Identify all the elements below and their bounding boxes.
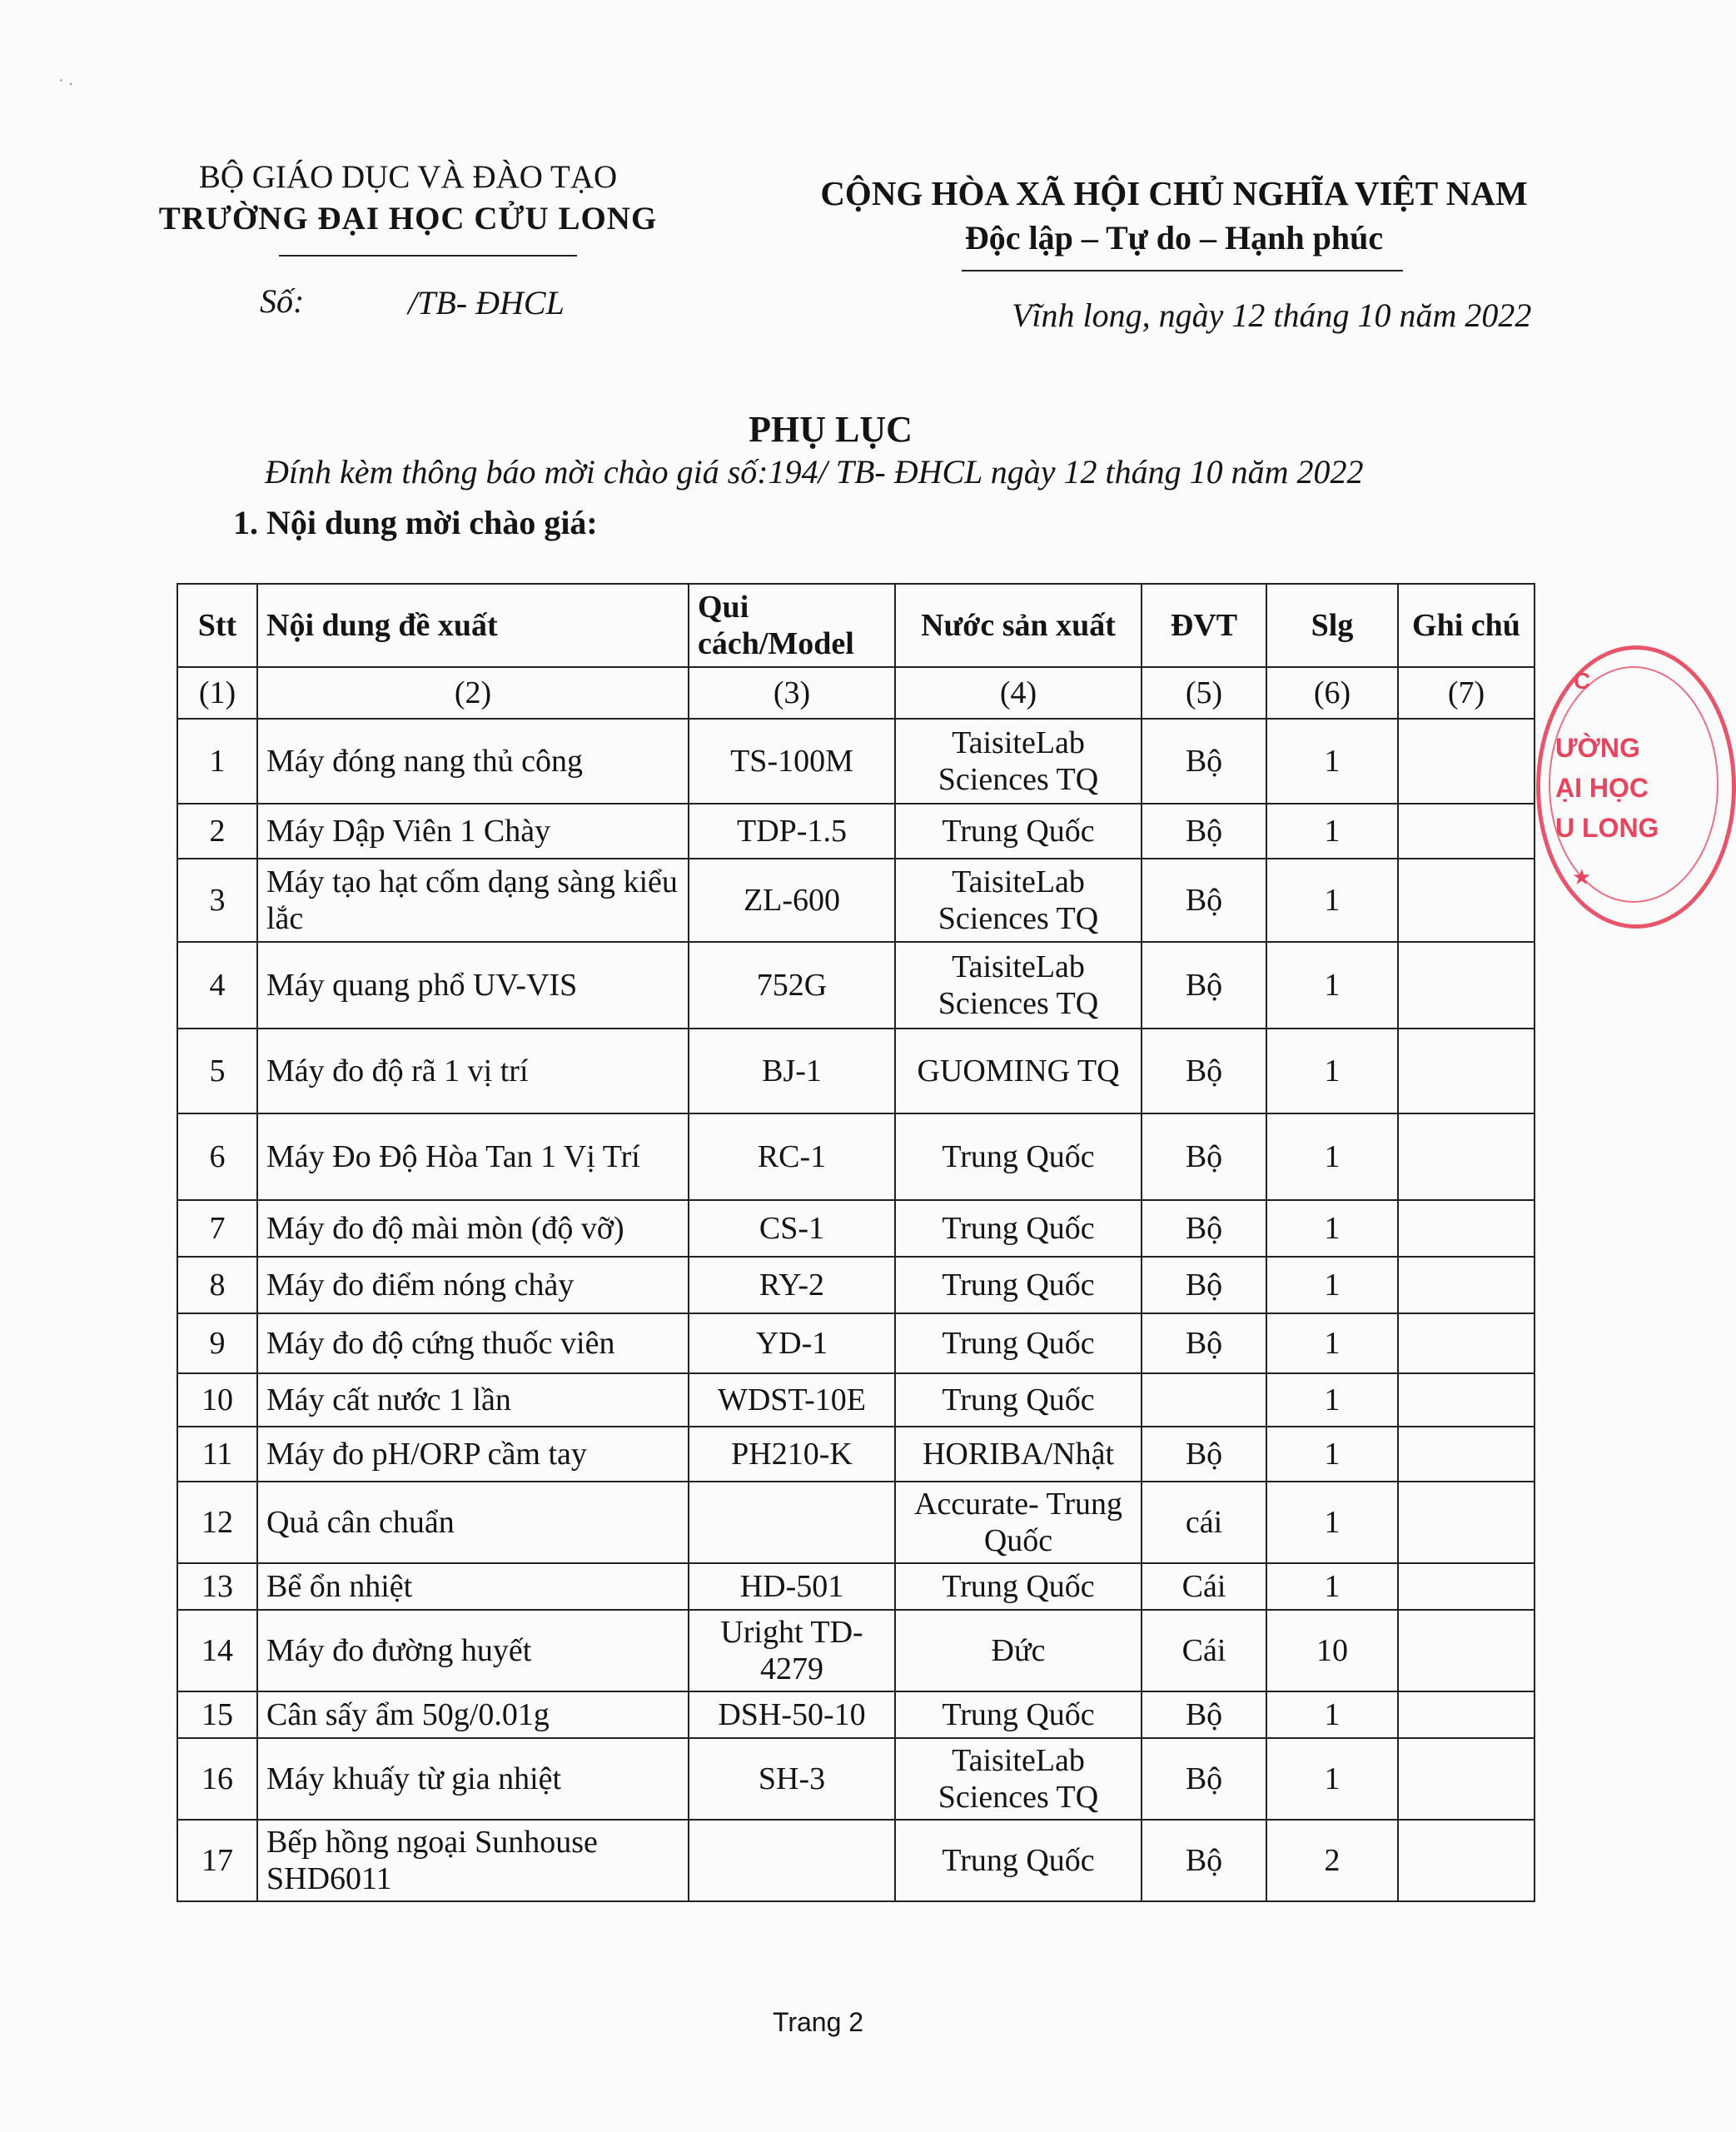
row-stt: 9 [177,1313,257,1373]
row-stt: 5 [177,1029,257,1113]
row-model: DSH-50-10 [689,1691,895,1738]
row-origin: Trung Quốc [895,1691,1142,1738]
appendix-subtitle: Đính kèm thông báo mời chào giá số:194/ TB- ĐHCL ngày 12 tháng 10 năm 2022 [265,453,1364,491]
row-model: RC-1 [689,1113,895,1200]
row-note [1398,859,1535,942]
header-left-rule [279,255,577,257]
row-model: TDP-1.5 [689,804,895,859]
table-row [177,1563,1535,1610]
row-unit: Bộ [1142,1427,1266,1482]
row-qty: 1 [1266,1029,1398,1113]
column-number: (2) [257,667,689,719]
column-number: (4) [895,667,1142,719]
row-origin: Trung Quốc [895,1257,1142,1313]
country-name: CỘNG HÒA XÃ HỘI CHỦ NGHĨA VIỆT NAM [820,174,1528,212]
table-row [177,1113,1535,1200]
row-qty: 1 [1266,1113,1398,1200]
row-origin: TaisiteLab Sciences TQ [895,1738,1142,1820]
row-qty: 1 [1266,1313,1398,1373]
row-model: PH210-K [689,1427,895,1482]
row-qty: 1 [1266,1200,1398,1257]
row-stt: 13 [177,1563,257,1610]
university-name: TRƯỜNG ĐẠI HỌC CỬU LONG [158,201,658,237]
scan-speck: · . [58,71,73,89]
row-origin: HORIBA/Nhật [895,1427,1142,1482]
appendix-title: PHỤ LỤC [749,409,913,450]
table-row [177,719,1535,804]
header-qty: Slg [1266,584,1398,667]
row-note [1398,1563,1535,1610]
document-date: Vĩnh long, ngày 12 tháng 10 năm 2022 [1012,296,1532,334]
table-row [177,859,1535,942]
document-number-label: Số: [260,282,305,320]
row-unit: Bộ [1142,1200,1266,1257]
row-model [689,1482,895,1563]
row-model: SH-3 [689,1738,895,1820]
row-unit: Bộ [1142,1029,1266,1113]
row-note [1398,804,1535,859]
column-number: (5) [1142,667,1266,719]
row-unit: Bộ [1142,859,1266,942]
row-stt: 17 [177,1820,257,1901]
row-note [1398,942,1535,1029]
header-stt: Stt [177,584,257,667]
row-qty: 10 [1266,1610,1398,1691]
row-qty: 1 [1266,859,1398,942]
row-content: Máy Đo Độ Hòa Tan 1 Vị Trí [257,1113,689,1200]
table-row [177,1373,1535,1427]
column-number: (3) [689,667,895,719]
row-qty: 1 [1266,719,1398,804]
row-note [1398,1738,1535,1820]
row-note [1398,1200,1535,1257]
row-note [1398,719,1535,804]
row-model: RY-2 [689,1257,895,1313]
row-content: Bếp hồng ngoại Sunhouse SHD6011 [257,1820,689,1901]
row-unit [1142,1373,1266,1427]
row-content: Máy quang phổ UV-VIS [257,942,689,1029]
row-origin: Trung Quốc [895,804,1142,859]
row-origin: TaisiteLab Sciences TQ [895,942,1142,1029]
quotation-table [177,583,1535,1902]
page-number: Trang 2 [772,2007,864,2037]
row-unit: Bộ [1142,1820,1266,1901]
table-row [177,1029,1535,1113]
row-stt: 15 [177,1691,257,1738]
row-unit: Cái [1142,1563,1266,1610]
row-origin: Đức [895,1610,1142,1691]
column-number-row [177,667,1535,719]
row-origin: Trung Quốc [895,1820,1142,1901]
row-note [1398,1113,1535,1200]
row-note [1398,1257,1535,1313]
row-content: Máy đo độ rã 1 vị trí [257,1029,689,1113]
document-number-code: /TB- ĐHCL [408,284,565,321]
row-content: Máy đo độ mài mòn (độ vỡ) [257,1200,689,1257]
seal-text: ẠI HỌC [1555,773,1649,803]
row-origin: TaisiteLab Sciences TQ [895,719,1142,804]
header-left [117,157,699,240]
row-content: Máy đo đường huyết [257,1610,689,1691]
row-model [689,1820,895,1901]
row-content: Máy cất nước 1 lần [257,1373,689,1427]
table-row [177,1427,1535,1482]
row-unit: Bộ [1142,1313,1266,1373]
row-stt: 10 [177,1373,257,1427]
row-content: Máy đo pH/ORP cầm tay [257,1427,689,1482]
header-right [774,171,1574,261]
row-stt: 1 [177,719,257,804]
row-model: CS-1 [689,1200,895,1257]
row-origin: Trung Quốc [895,1200,1142,1257]
table-header-row [177,584,1535,667]
row-note [1398,1313,1535,1373]
table-row [177,1610,1535,1691]
seal-star-icon: ★ [1572,864,1592,889]
official-seal-stamp [1536,645,1736,929]
row-model: 752G [689,942,895,1029]
row-stt: 16 [177,1738,257,1820]
row-content: Cân sấy ẩm 50g/0.01g [257,1691,689,1738]
table-body [177,719,1535,1901]
row-model: YD-1 [689,1313,895,1373]
table-row [177,1820,1535,1901]
header-content: Nội dung đề xuất [257,584,689,667]
row-note [1398,1691,1535,1738]
row-unit: Bộ [1142,1257,1266,1313]
row-origin: Trung Quốc [895,1113,1142,1200]
table-row [177,1313,1535,1373]
header-origin: Nước sản xuất [895,584,1142,667]
table-row [177,1200,1535,1257]
row-unit: Bộ [1142,1691,1266,1738]
row-content: Máy tạo hạt cốm dạng sàng kiểu lắc [257,859,689,942]
header-unit: ĐVT [1142,584,1266,667]
row-origin: Trung Quốc [895,1563,1142,1610]
row-model: HD-501 [689,1563,895,1610]
row-qty: 2 [1266,1820,1398,1901]
row-stt: 8 [177,1257,257,1313]
seal-text: C [1574,668,1591,694]
row-origin: GUOMING TQ [895,1029,1142,1113]
row-stt: 4 [177,942,257,1029]
column-number: (1) [177,667,257,719]
seal-text: U LONG [1555,813,1659,843]
row-qty: 1 [1266,1427,1398,1482]
ministry-name: BỘ GIÁO DỤC VÀ ĐÀO TẠO [198,159,618,195]
row-content: Quả cân chuẩn [257,1482,689,1563]
table-row [177,804,1535,859]
row-note [1398,1373,1535,1427]
row-content: Máy Dập Viên 1 Chày [257,804,689,859]
row-unit: Bộ [1142,804,1266,859]
row-qty: 1 [1266,1738,1398,1820]
row-stt: 7 [177,1200,257,1257]
row-model: Uright TD-4279 [689,1610,895,1691]
section-heading: 1. Nội dung mời chào giá: [233,504,598,541]
row-origin: Trung Quốc [895,1313,1142,1373]
row-origin: TaisiteLab Sciences TQ [895,859,1142,942]
row-content: Máy khuấy từ gia nhiệt [257,1738,689,1820]
column-number: (6) [1266,667,1398,719]
row-unit: Bộ [1142,719,1266,804]
row-stt: 11 [177,1427,257,1482]
table-row [177,1738,1535,1820]
header-note: Ghi chú [1398,584,1535,667]
row-origin: Accurate- Trung Quốc [895,1482,1142,1563]
row-content: Máy đóng nang thủ công [257,719,689,804]
row-unit: cái [1142,1482,1266,1563]
row-note [1398,1427,1535,1482]
header-right-rule [962,270,1403,271]
row-qty: 1 [1266,1482,1398,1563]
row-qty: 1 [1266,1257,1398,1313]
row-stt: 3 [177,859,257,942]
seal-text: ƯỜNG [1555,733,1640,763]
row-qty: 1 [1266,1691,1398,1738]
row-model: BJ-1 [689,1029,895,1113]
row-content: Máy đo độ cứng thuốc viên [257,1313,689,1373]
row-content: Bể ổn nhiệt [257,1563,689,1610]
row-qty: 1 [1266,942,1398,1029]
column-number: (7) [1398,667,1535,719]
row-model: TS-100M [689,719,895,804]
table-row [177,1691,1535,1738]
row-note [1398,1820,1535,1901]
row-stt: 2 [177,804,257,859]
row-model: ZL-600 [689,859,895,942]
row-origin: Trung Quốc [895,1373,1142,1427]
row-qty: 1 [1266,804,1398,859]
row-unit: Bộ [1142,1113,1266,1200]
row-qty: 1 [1266,1373,1398,1427]
row-stt: 6 [177,1113,257,1200]
row-note [1398,1610,1535,1691]
row-note [1398,1029,1535,1113]
row-unit: Bộ [1142,942,1266,1029]
table-row [177,1257,1535,1313]
row-unit: Cái [1142,1610,1266,1691]
row-model: WDST-10E [689,1373,895,1427]
row-content: Máy đo điểm nóng chảy [257,1257,689,1313]
row-note [1398,1482,1535,1563]
row-stt: 14 [177,1610,257,1691]
table-row [177,942,1535,1029]
row-unit: Bộ [1142,1738,1266,1820]
header-model: Qui cách/Model [689,584,895,667]
motto: Độc lập – Tự do – Hạnh phúc [964,219,1384,257]
row-qty: 1 [1266,1563,1398,1610]
row-stt: 12 [177,1482,257,1563]
table-row [177,1482,1535,1563]
